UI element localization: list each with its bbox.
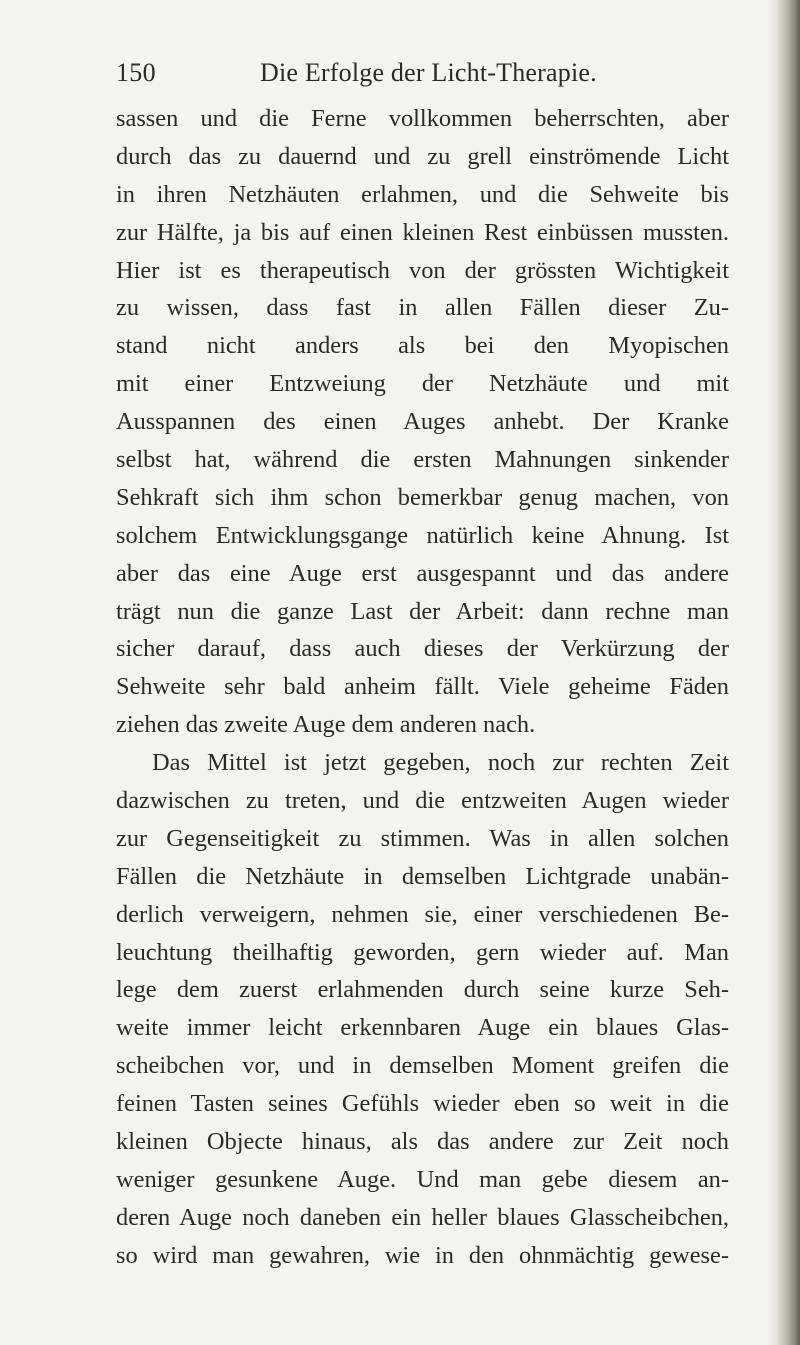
text-line: leuchtung theilhaftig geworden, gern wieder auf. Man: [116, 938, 729, 966]
text-line: feinen Tasten seines Gefühls wieder eben so weit in die: [116, 1090, 729, 1118]
text-line: stand nicht anders als bei den Myopischen: [116, 332, 729, 360]
book-spine-edge: [778, 0, 800, 1345]
body-text: [116, 100, 729, 1275]
text-line: zur Gegenseitigkeit zu stimmen. Was in allen solchen: [116, 824, 729, 852]
text-line: dazwischen zu treten, und die entzweiten Augen wieder: [116, 787, 729, 815]
text-line: sicher darauf, dass auch dieses der Verkürzung der: [116, 635, 729, 663]
text-line: durch das zu dauernd und zu grell einströmende Licht: [116, 142, 729, 170]
text-line: solchem Entwicklungsgange natürlich keine Ahnung. Ist: [116, 521, 729, 549]
text-line: Ausspannen des einen Auges anhebt. Der Kranke: [116, 408, 729, 436]
text-line: kleinen Objecte hinaus, als das andere zur Zeit noch: [116, 1128, 729, 1156]
text-line: Hier ist es therapeutisch von der grössten Wichtigkeit: [116, 256, 729, 284]
paragraph-end-line: ziehen das zweite Auge dem anderen nach.: [116, 711, 536, 739]
running-title: Die Erfolge der Licht-Therapie.: [260, 58, 597, 87]
text-line: in ihren Netzhäuten erlahmen, und die Sehweite bis: [116, 180, 729, 208]
text-line: Sehkraft sich ihm schon bemerkbar genug machen, von: [116, 483, 729, 511]
paragraph-start-line: Das Mittel ist jetzt gegeben, noch zur rechten Zeit: [152, 749, 729, 777]
text-line: Sehweite sehr bald anheim fällt. Viele geheime Fäden: [116, 673, 729, 701]
text-line: zu wissen, dass fast in allen Fällen dieser Zu-: [116, 294, 729, 322]
text-line: weniger gesunkene Auge. Und man gebe diesem an-: [116, 1165, 729, 1193]
text-line: so wird man gewahren, wie in den ohnmächtig gewese-: [116, 1241, 729, 1269]
text-line: zur Hälfte, ja bis auf einen kleinen Rest einbüssen mussten.: [116, 218, 729, 246]
text-line: deren Auge noch daneben ein heller blaues Glasscheibchen,: [116, 1203, 729, 1231]
text-line: scheibchen vor, und in demselben Moment greifen die: [116, 1052, 729, 1080]
text-line: trägt nun die ganze Last der Arbeit: dann rechne man: [116, 597, 729, 625]
running-head: [116, 58, 756, 98]
text-line: sassen und die Ferne vollkommen beherrschten, aber: [116, 105, 729, 132]
text-line: derlich verweigern, nehmen sie, einer verschiedenen Be-: [116, 900, 729, 928]
text-line: selbst hat, während die ersten Mahnungen sinkender: [116, 446, 729, 474]
text-line: mit einer Entzweiung der Netzhäute und mit: [116, 370, 729, 398]
text-line: lege dem zuerst erlahmenden durch seine kurze Seh-: [116, 976, 729, 1004]
text-line: Fällen die Netzhäute in demselben Lichtgrade unabän-: [116, 862, 729, 890]
text-line: weite immer leicht erkennbaren Auge ein blaues Glas-: [116, 1014, 729, 1042]
text-line: aber das eine Auge erst ausgespannt und das andere: [116, 559, 729, 587]
page-gutter-shadow: [768, 0, 778, 1345]
page-number: 150: [116, 58, 156, 87]
